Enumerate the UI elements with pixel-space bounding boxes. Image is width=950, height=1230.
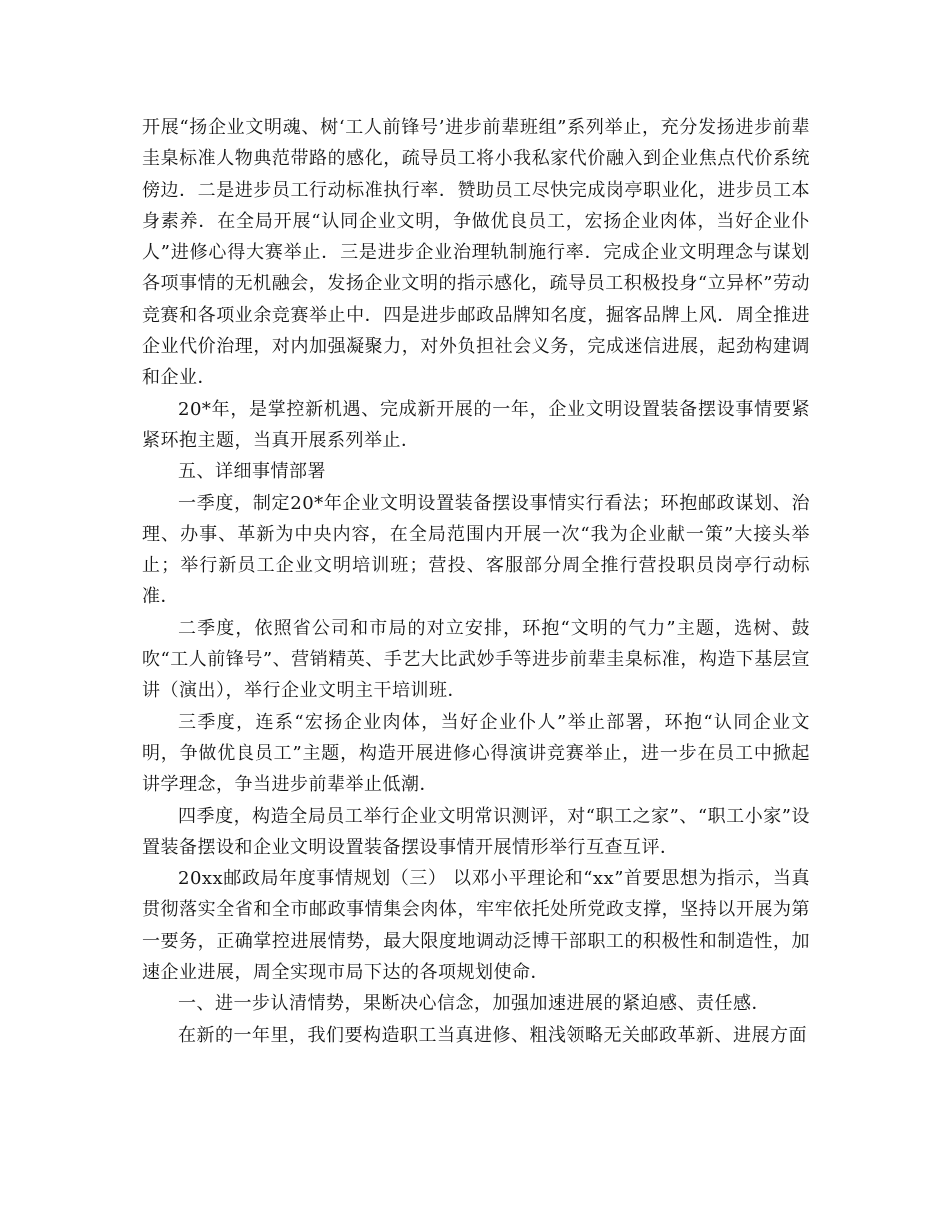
paragraph-q3: 三季度，连系“宏扬企业肉体，当好企业仆人”举止部署，环抱“认同企业文明，争做优良员工”主题，构造开展进修心得演讲竞赛举止，进一步在员工中掀起讲学理念，争当进步前辈举止低潮． [142,711,810,796]
paragraph-2: 20*年，是掌控新机遇、完成新开展的一年，企业文明设置装备摆设事情要紧紧环抱主题，当真开展系列举止． [142,398,810,451]
subheading-1: 一、进一步认清情势，果断决心信念，加强加速进展的紧迫感、责任感． [178,993,770,1015]
paragraph-q1: 一季度，制定20*年企业文明设置装备摆设事情实行看法；环抱邮政谋划、治理、办事、革新为中央内容，在全局范围内开展一次“我为企业献一策”大接头举止；举行新员工企业文明培训班；营投、客服部分周全推行营投职员岗亭行动标准． [142,492,810,608]
paragraph-1: 开展“扬企业文明魂、树‘工人前锋号’进步前辈班组”系列举止，充分发扬进步前辈圭臬标准人物典范带路的感化，疏导员工将小我私家代价融入到企业焦点代价系统傍边．二是进步员工行动标准执行率．赞助员工尽快完成岗亭职业化，进步员工本身素养．在全局开展“认同企业文明，争做优良员工，宏扬企业肉体，当好企业仆人”进修心得大赛举止．三是进步企业治理轨制施行率．完成企业文明理念与谋划各项事情的无机融会，发扬企业文明的指示感化，疏导员工积极投身“立异杯”劳动竞赛和各项业余竞赛举止中．四是进步邮政品牌知名度，掘客品牌上风．周全推进企业代价治理，对内加强凝聚力，对外负担社会义务，完成迷信进展，起劲构建调和企业． [142,117,810,389]
document-body [142,112,810,1051]
paragraph-q4: 四季度，构造全局员工举行企业文明常识测评，对“职工之家”、“职工小家”设置装备摆设和企业文明设置装备摆设事情开展情形举行互查互评． [142,805,810,858]
paragraph-q2: 二季度，依照省公司和市局的对立安排，环抱“文明的气力”主题，选树、鼓吹“工人前锋号”、营销精英、手艺大比武妙手等进步前辈圭臬标准，构造下基层宣讲（演出），举行企业文明主干培训班． [142,617,810,702]
paragraph-plan-3: 20xx邮政局年度事情规划（三） 以邓小平理论和“xx”首要思想为指示，当真贯彻落实全省和全市邮政事情集会肉体，牢牢依托处所党政支撑，坚持以开展为第一要务，正确掌控进展情势，最大限度地调动泛博干部职工的积极性和制造性，加速企业进展，周全实现市局下达的各项规划使命． [142,868,810,984]
paragraph-last: 在新的一年里，我们要构造职工当真进修、粗浅领略无关邮政革新、进展方面 [178,1024,807,1046]
section-heading: 五、详细事情部署 [178,461,326,483]
